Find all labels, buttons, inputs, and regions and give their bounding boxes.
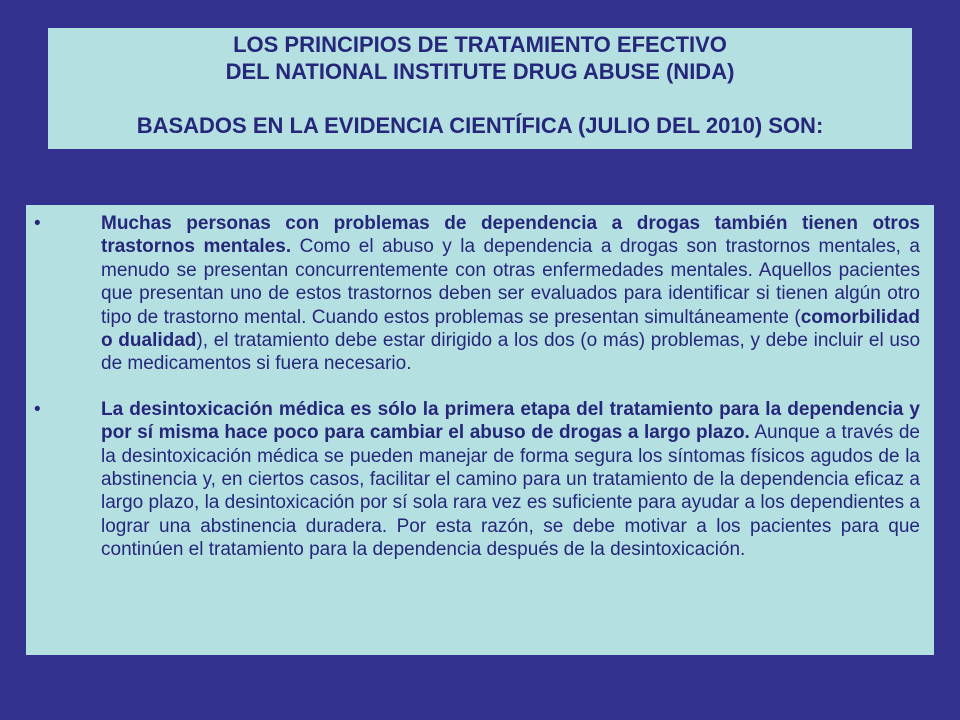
bullet-1-text-a: Como el abuso y la dependencia a drogas son trastornos mentales, a menudo se presentan concurrentemente con otras enfermedades mentales. Aquellos pacientes que presentan uno de estos trastornos deben ser evaluados para identificar si tienen algún otro tipo de trastorno mental. Cuando estos problemas se presentan simultáneamente (: [101, 236, 920, 328]
bullet-1-bold-intro: Muchas personas con problemas de dependencia a drogas también tienen otros trastornos mentales.: [101, 213, 920, 258]
bullet-item-comorbidity: [26, 212, 934, 376]
bullet-item-detox: [26, 398, 934, 562]
title-line-1: LOS PRINCIPIOS DE TRATAMIENTO EFECTIVO: [233, 32, 727, 57]
title-line-3: BASADOS EN LA EVIDENCIA CIENTÍFICA (JULIO DEL 2010) SON:: [136, 113, 824, 138]
bullet-2-bold-intro: La desintoxicación médica es sólo la primera etapa del tratamiento para la dependencia y por sí misma hace poco para cambiar el abuso de drogas a largo plazo.: [101, 398, 920, 444]
bullet-1-text-b: ), el tratamiento debe estar dirigido a los dos (o más) problemas, y debe incluir el uso de medicamentos si fuera necesario.: [101, 330, 921, 375]
bullet-2-text-a: Aunque a través de la desintoxicación médica se pueden manejar de forma segura los síntomas físicos agudos de la abstinencia y, en ciertos casos, facilitar el camino para un tratamiento de la dependencia eficaz a largo plazo, la desintoxicación por sí sola rara vez es suficiente para ayudar a los dependientes a lograr una abstinencia duradera. Por esta razón, se debe motivar a los pacientes para que continúen el tratamiento para la dependencia después de la desintoxicación.: [101, 422, 920, 561]
bullet-dot: •: [34, 398, 41, 420]
content-panel: [26, 205, 934, 655]
title-spacer: [48, 85, 912, 112]
title-panel: [48, 28, 912, 149]
title-line-2: DEL NATIONAL INSTITUTE DRUG ABUSE (NIDA): [225, 59, 735, 84]
bullet-1-bold-term: comorbilidad o dualidad: [101, 306, 920, 352]
bullet-dot: •: [34, 213, 41, 234]
